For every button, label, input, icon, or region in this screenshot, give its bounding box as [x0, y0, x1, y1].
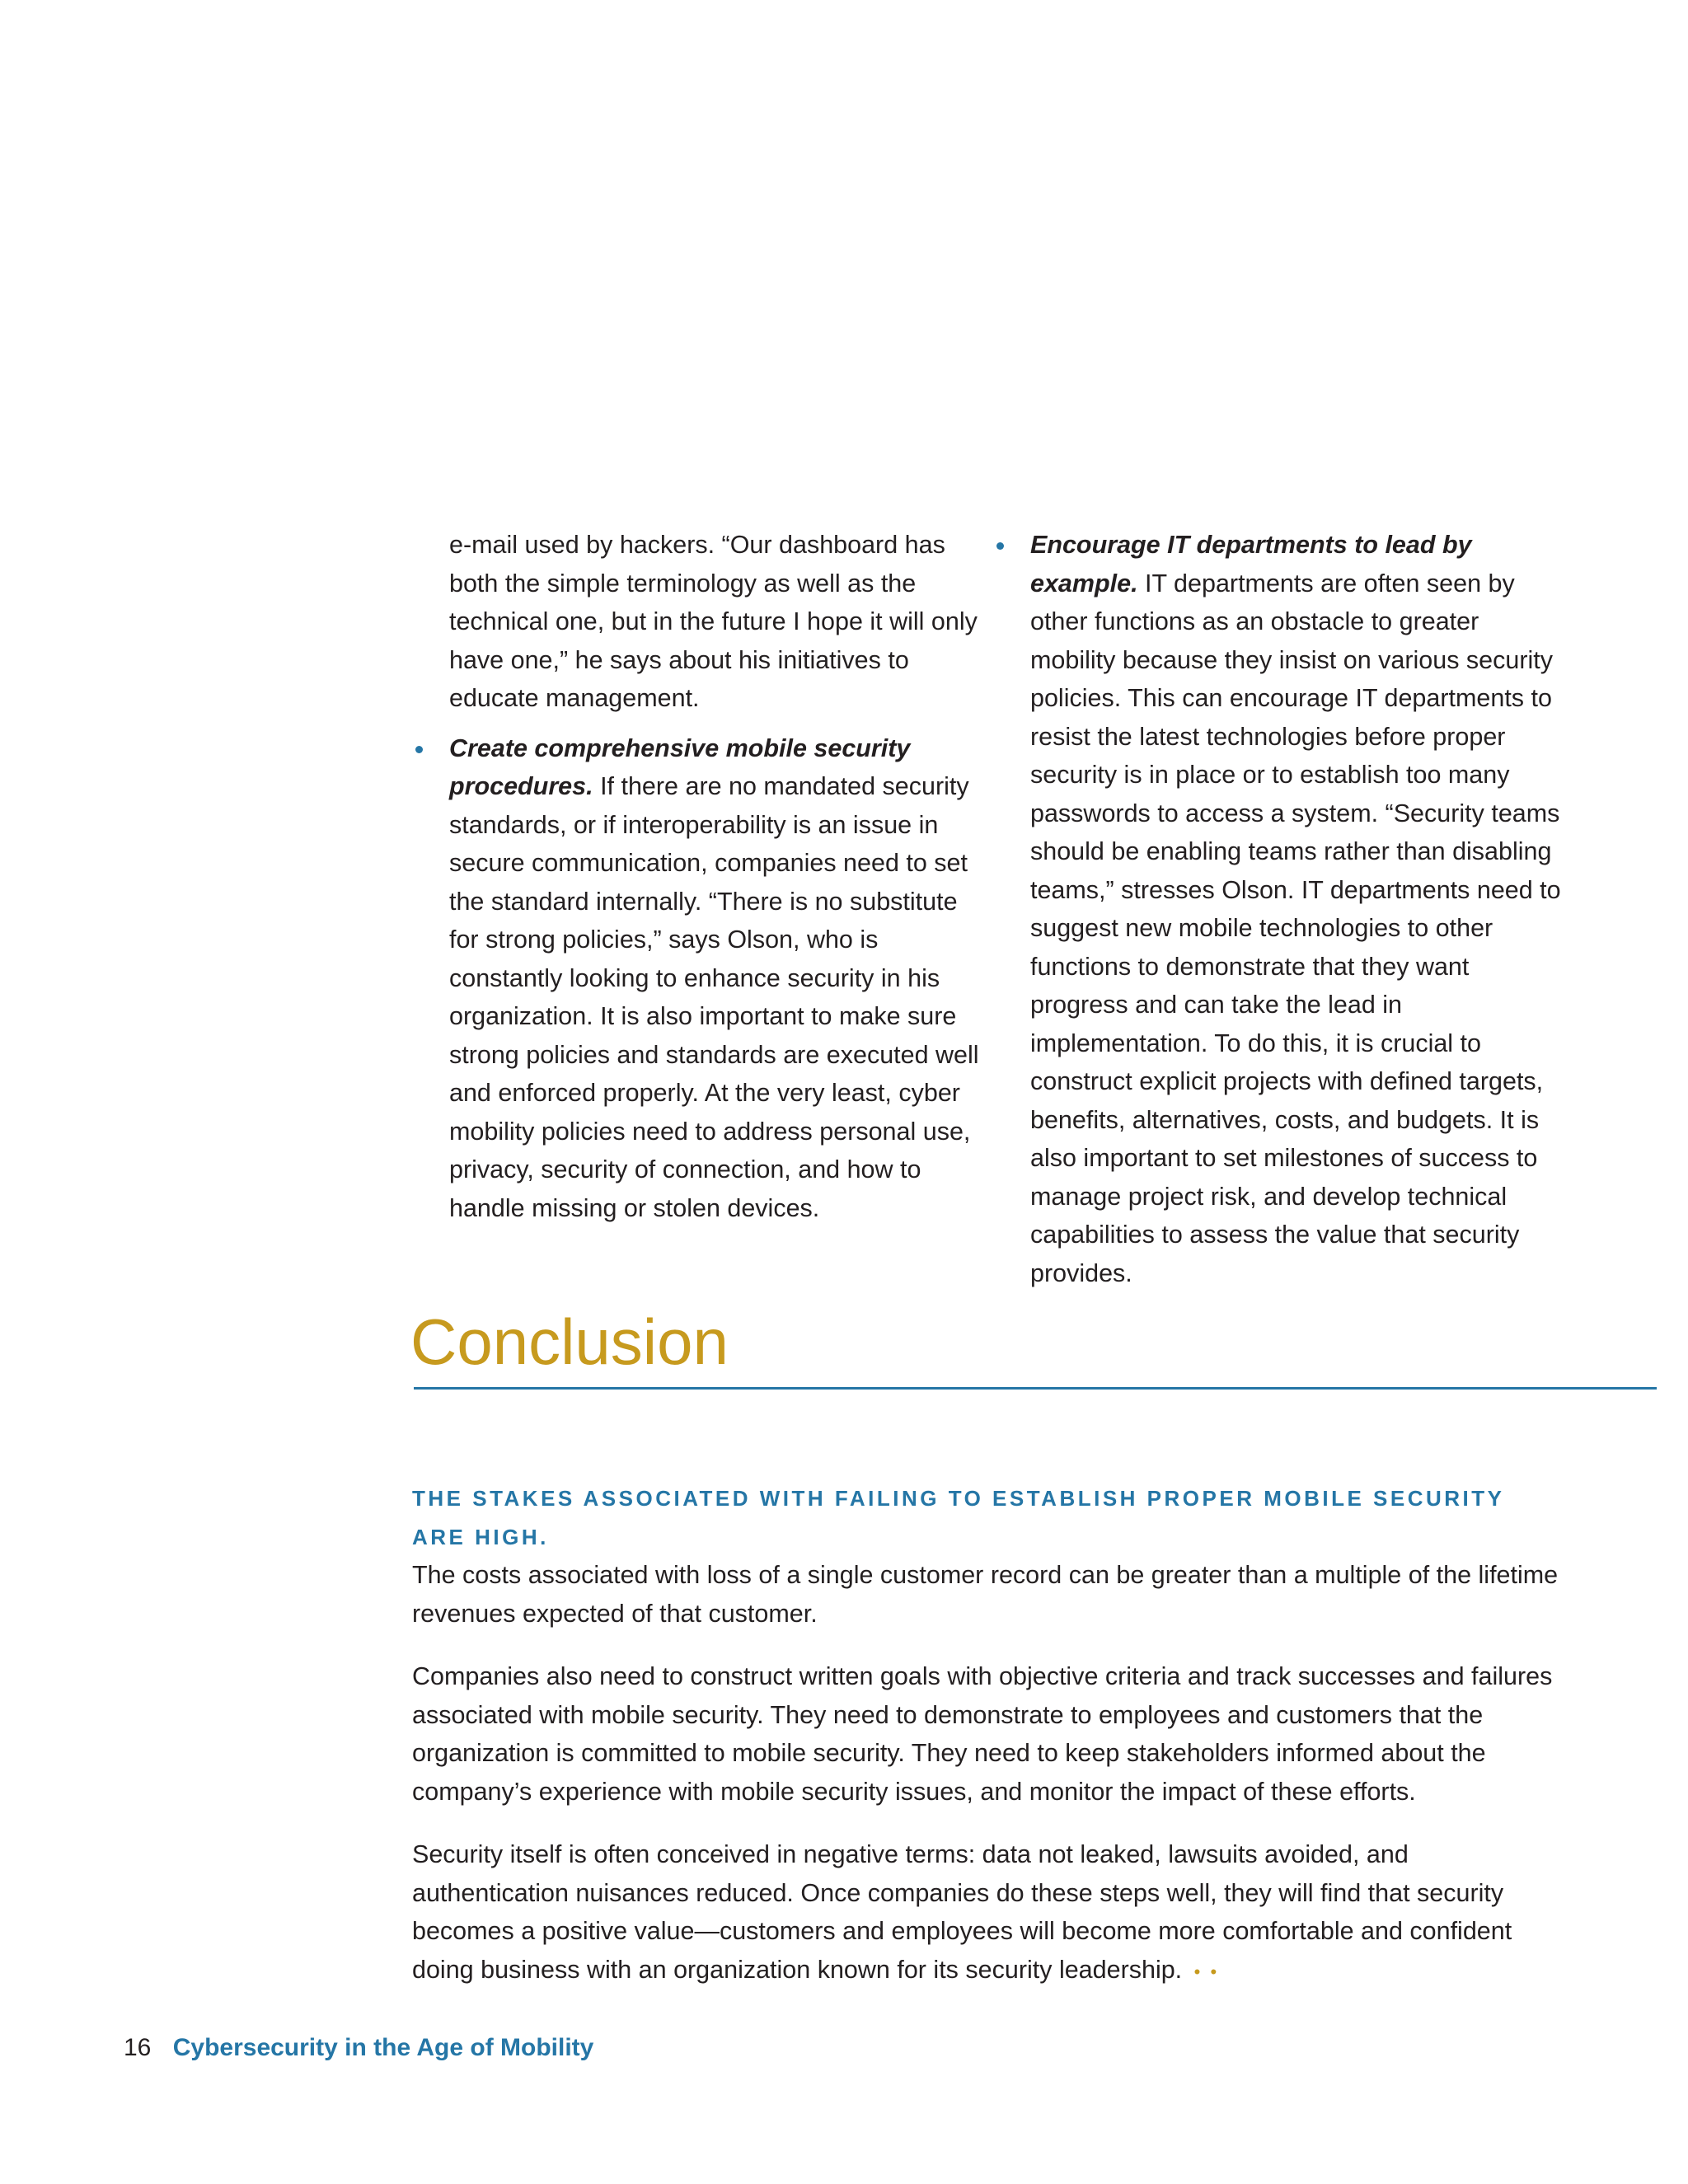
conclusion-paragraph-1-text: The costs associated with loss of a single customer record can be greater than a multiple of the lifetime revenues expected of that customer. [412, 1561, 1559, 1628]
left-column [412, 526, 981, 1227]
conclusion-paragraph-3 [412, 1835, 1566, 1991]
bullet-text: If there are no mandated security standards, or if interoperability is an issue in secure communication, companies need to set the standard internally. “There is no substitute for strong policies,” says Olson, who is constantly looking to enhance security in his organization. It is also important to make sure strong policies and standards are executed well and enforced properly. At the very least, cyber mobility policies need to address personal use, privacy, security of connection, and how to handle missing or stolen devices. [449, 772, 979, 1222]
end-mark-icon: • • [1193, 1961, 1220, 1982]
continued-paragraph: e-mail used by hackers. “Our dashboard has both the simple terminology as well as the technical one, but in the future I hope it will only have one,” he says about his initiatives to educate management. [449, 531, 978, 712]
page-footer [124, 2032, 593, 2064]
bullet-item-lead-by-example [993, 526, 1562, 1292]
section-divider [414, 1387, 1657, 1390]
bullet-dot-icon [415, 746, 423, 753]
bullet-lead: Create comprehensive mobile security procedures. [449, 733, 911, 800]
publication-title: Cybersecurity in the Age of Mobility [172, 2034, 594, 2061]
bullet-item-create-procedures [412, 729, 981, 1228]
conclusion-body [412, 1479, 1566, 2016]
conclusion-paragraph-3-text: Security itself is often conceived in negative terms: data not leaked, lawsuits avoided, and authentication nuisances reduced. Once companies do these steps well, they will find that security becomes a positive value—customers and employees will become more comfortable and confident doing business with an organization known for its security leadership. [412, 1840, 1512, 1984]
right-column [993, 526, 1562, 1292]
section-heading-conclusion: Conclusion [410, 1305, 729, 1378]
conclusion-kicker: THE STAKES ASSOCIATED WITH FAILING TO ESTABLISH PROPER MOBILE SECURITY ARE HIGH. [412, 1486, 1505, 1549]
bullet-text: IT departments are often seen by other functions as an obstacle to greater mobility because they insist on various security policies. This can encourage IT departments to resist the latest technologies before proper security is in place or to establish too many passwords to access a system. “Security teams should be enabling teams rather than disabling teams,” stresses Olson. IT departments need to suggest new mobile technologies to other functions to demonstrate that they want progress and can take the lead in implementation. To do this, it is crucial to construct explicit projects with defined targets, benefits, alternatives, costs, and budgets. It is also important to set milestones of success to manage project risk, and develop technical capabilities to assess the value that security provides. [1030, 569, 1561, 1287]
conclusion-paragraph-1 [412, 1479, 1566, 1633]
bullet-lead: Encourage IT departments to lead by example. [1030, 531, 1472, 598]
bullet-dot-icon [996, 542, 1004, 550]
conclusion-paragraph-2: Companies also need to construct written goals with objective criteria and track successes and failures associated with mobile security. They need to demonstrate to employees and customers that the organization is committed to mobile security. They need to keep stakeholders informed about the company’s experience with mobile security issues, and monitor the impact of these efforts. [412, 1662, 1553, 1806]
page-number: 16 [124, 2034, 152, 2061]
